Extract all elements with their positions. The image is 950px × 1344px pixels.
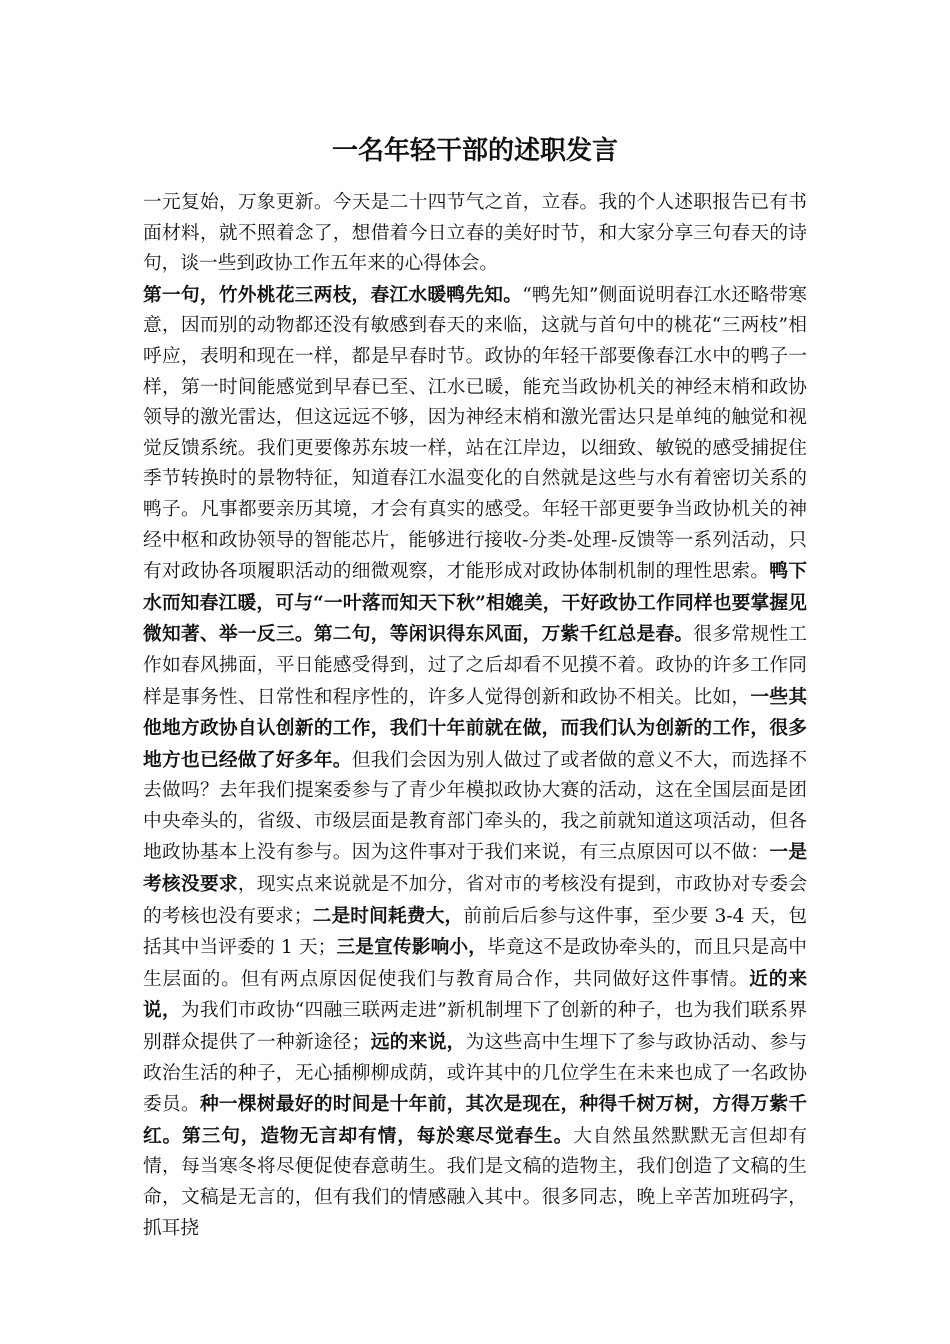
bold-segment: 鸭下水而知春江暖，可与“一叶落而知天下秋”相媲美，干好政协工作同样也要掌握见微知著、举一反三。第二句，等闲识得东风面，万紫千红总是春。	[143, 560, 808, 646]
document-body	[143, 188, 807, 1244]
bold-segment: 第一句，竹外桃花三两枝，春江水暖鸭先知。	[143, 283, 523, 306]
page-title: 一名年轻干部的述职发言	[331, 136, 618, 166]
text-segment: 为我们市政协“四融三联两走进”新机制埋下了创新的种子，也为我们联系界别群众提供了一种新途径；	[143, 1000, 808, 1054]
bold-segment: 三是宣传影响小，	[336, 936, 488, 959]
bold-segment: 一是考核没要求	[143, 841, 808, 896]
text-segment: 很多常规性工作如春风拂面，平日能感受得到，过了之后却看不见摸不着。政协的许多工作同样是事务性、日常性和程序性的，许多人觉得创新和政协不相关。比如，	[143, 624, 808, 708]
text-segment: 毕竟这不是政协牵头的，而且只是高中生层面的。但有两点原因促使我们与教育局合作，共同做好这件事情。	[143, 937, 807, 990]
text-segment: 为这些高中生埋下了参与政协活动、参与政治生活的种子，无心插柳柳成荫，或许其中的几位学生在未来也成了一名政协委员。	[143, 1032, 808, 1116]
bold-segment: 远的来说，	[370, 1031, 466, 1054]
text-segment: 但我们会因为别人做过了或者做的意义不大，而选择不去做吗？去年我们提案委参与了青少年模拟政协大赛的活动，这在全国层面是团中央牵头的，省级、市级层面是教育部门牵头的，我之前就知道这项活动，但各地政协基本上没有参与。因为这件事对于我们来说，有三点原因可以不做：	[143, 749, 808, 864]
text-segment: 前前后后参与这件事，至少要 3-4 天，包括其中当评委的 1 天；	[143, 905, 808, 959]
bold-segment: 种一棵树最好的时间是十年前，其次是现在，种得千树万树，方得万紫千红。第三句，造物无言却有情，每於寒尽觉春生。	[143, 1093, 808, 1147]
main-paragraph	[143, 280, 807, 1244]
text-segment: “鸭先知”侧面说明春江水还略带寒意，因而别的动物都还没有敏感到春天的来临，这就与首句中的桃花“三两枝”相呼应，表明和现在一样，都是早春时节。政协的年轻干部要像春江水中的鸭子一样，第一时间能感觉到早春已至、江水已暖，能充当政协机关的神经末梢和政协领导的激光雷达，但这远远不够，因为神经末梢和激光雷达只是单纯的触觉和视觉反馈系统。我们更要像苏东坡一样，站在江岸边，以细致、敏锐的感受捕捉住季节转换时的景物特征，知道春江水温变化的自然就是这些与水有着密切关系的鸭子。凡事都要亲历其境，才会有真实的感受。年轻干部更要争当政协机关的神经中枢和政协领导的智能芯片，能够进行接收-分类-处理-反馈等一系列活动，只有对政协各项履职活动的细微观察，才能形成对政协体制机制的理性思索。	[143, 284, 807, 583]
bold-segment: 二是时间耗费大，	[312, 904, 464, 927]
intro-paragraph: 一元复始，万象更新。今天是二十四节气之首，立春。我的个人述职报告已有书面材料，就不照着念了，想借着今日立春的美好时节，和大家分享三句春天的诗句，谈一些到政协工作五年来的心得体会。	[143, 192, 807, 275]
bold-segment: 近的来说，	[143, 967, 808, 1022]
text-segment: ，现实点来说就是不加分，省对市的考核没有提到，市政协对专委会的考核也没有要求；	[143, 874, 808, 927]
bold-segment: 一些其他地方政协自认创新的工作，我们十年前就在做，而我们认为创新的工作，很多地方也已经做了好多年。	[143, 685, 808, 771]
text-segment: 大自然虽然默默无言但却有情，每当寒冬将尽便促使春意萌生。我们是文稿的造物主，我们创造了文稿的生命，文稿是无言的，但有我们的情感融入其中。很多同志，晚上辛苦加班码字，抓耳挠	[143, 1125, 808, 1239]
